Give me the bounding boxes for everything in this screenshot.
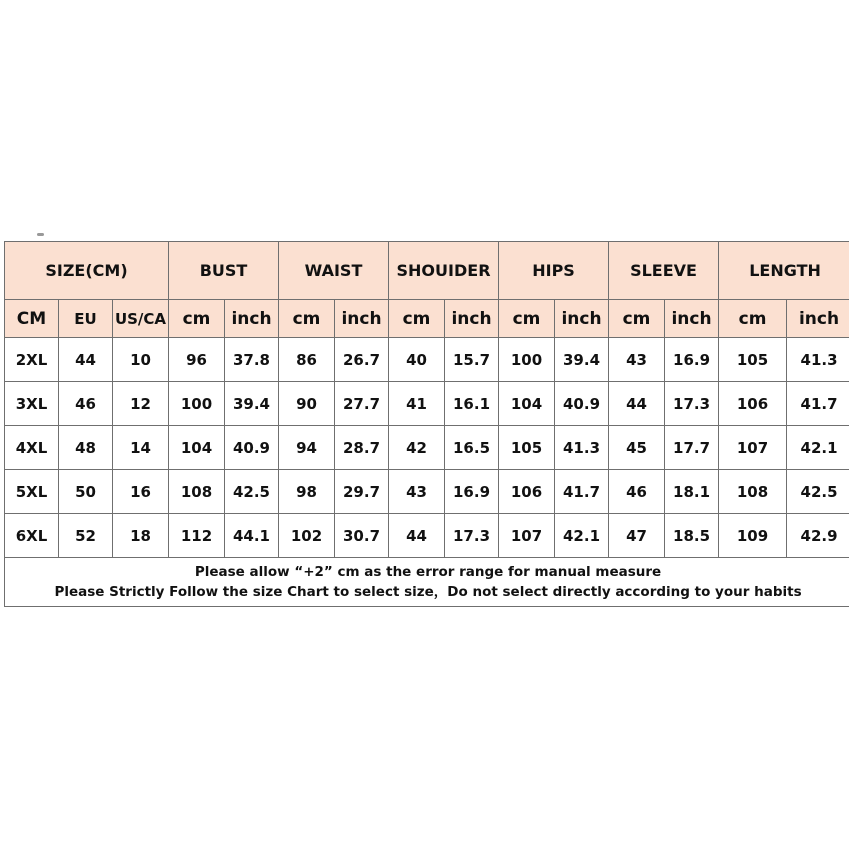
table-cell: 14 <box>113 426 169 470</box>
table-cell: 44.1 <box>225 514 279 558</box>
header-row <box>5 242 849 300</box>
table-cell: 42.5 <box>787 470 849 514</box>
table-cell: 10 <box>113 338 169 382</box>
table-cell: 42.1 <box>787 426 849 470</box>
table-cell: 17.3 <box>445 514 499 558</box>
table-row <box>5 382 849 426</box>
table-cell: 48 <box>59 426 113 470</box>
table-cell: 16.1 <box>445 382 499 426</box>
table-row <box>5 514 849 558</box>
size-label-cell: 6XL <box>5 514 59 558</box>
unit-header-cell: EU <box>59 300 113 338</box>
table-cell: 46 <box>609 470 665 514</box>
notes-row <box>5 558 849 607</box>
table-cell: 27.7 <box>335 382 389 426</box>
table-cell: 16 <box>113 470 169 514</box>
table-cell: 45 <box>609 426 665 470</box>
unit-header-cell: inch <box>445 300 499 338</box>
table-cell: 18.5 <box>665 514 719 558</box>
table-cell: 37.8 <box>225 338 279 382</box>
table-cell: 41.3 <box>555 426 609 470</box>
unit-header-cell: inch <box>555 300 609 338</box>
table-cell: 50 <box>59 470 113 514</box>
table-cell: 30.7 <box>335 514 389 558</box>
table-cell: 44 <box>59 338 113 382</box>
table-cell: 41 <box>389 382 445 426</box>
table-cell: 94 <box>279 426 335 470</box>
unit-header-cell: CM <box>5 300 59 338</box>
size-label-cell: 4XL <box>5 426 59 470</box>
table-cell: 90 <box>279 382 335 426</box>
header-bust: BUST <box>169 242 279 300</box>
table-cell: 26.7 <box>335 338 389 382</box>
size-label-cell: 2XL <box>5 338 59 382</box>
table-cell: 46 <box>59 382 113 426</box>
table-cell: 112 <box>169 514 225 558</box>
size-rows <box>5 338 849 558</box>
unit-header-cell: cm <box>279 300 335 338</box>
unit-header-cell: cm <box>609 300 665 338</box>
table-cell: 107 <box>719 426 787 470</box>
table-cell: 16.9 <box>665 338 719 382</box>
note-follow-chart: Please Strictly Follow the size Chart to select size，Do not select directly according to your habits <box>54 584 802 600</box>
table-cell: 15.7 <box>445 338 499 382</box>
table-cell: 105 <box>719 338 787 382</box>
table-cell: 16.5 <box>445 426 499 470</box>
unit-header-cell: cm <box>389 300 445 338</box>
unit-header-cell: cm <box>169 300 225 338</box>
table-cell: 42 <box>389 426 445 470</box>
stray-mark <box>37 233 44 236</box>
table-cell: 43 <box>609 338 665 382</box>
table-cell: 40.9 <box>555 382 609 426</box>
table-cell: 52 <box>59 514 113 558</box>
unit-header-cell: inch <box>335 300 389 338</box>
table-cell: 41.7 <box>787 382 849 426</box>
table-row <box>5 426 849 470</box>
table-cell: 41.7 <box>555 470 609 514</box>
table-cell: 98 <box>279 470 335 514</box>
header-shoulder: SHOUIDER <box>389 242 499 300</box>
table-cell: 18 <box>113 514 169 558</box>
header-size-cm: SIZE(CM) <box>5 242 169 300</box>
table-cell: 39.4 <box>225 382 279 426</box>
table-cell: 107 <box>499 514 555 558</box>
unit-header-row <box>5 300 849 338</box>
size-chart-table <box>4 241 849 607</box>
size-label-cell: 3XL <box>5 382 59 426</box>
table-cell: 39.4 <box>555 338 609 382</box>
table-cell: 108 <box>169 470 225 514</box>
table-cell: 105 <box>499 426 555 470</box>
table-cell: 18.1 <box>665 470 719 514</box>
table-cell: 109 <box>719 514 787 558</box>
table-cell: 44 <box>389 514 445 558</box>
table-cell: 100 <box>499 338 555 382</box>
size-label-cell: 5XL <box>5 470 59 514</box>
table-cell: 96 <box>169 338 225 382</box>
table-cell: 47 <box>609 514 665 558</box>
table-cell: 104 <box>499 382 555 426</box>
header-waist: WAIST <box>279 242 389 300</box>
table-cell: 40 <box>389 338 445 382</box>
table-cell: 17.7 <box>665 426 719 470</box>
table-cell: 28.7 <box>335 426 389 470</box>
table-cell: 42.1 <box>555 514 609 558</box>
table-cell: 106 <box>499 470 555 514</box>
header-sleeve: SLEEVE <box>609 242 719 300</box>
table-cell: 102 <box>279 514 335 558</box>
header-length: LENGTH <box>719 242 849 300</box>
table-cell: 86 <box>279 338 335 382</box>
table-cell: 42.5 <box>225 470 279 514</box>
table-cell: 16.9 <box>445 470 499 514</box>
table-cell: 106 <box>719 382 787 426</box>
table-cell: 100 <box>169 382 225 426</box>
note-error-range: Please allow “+2” cm as the error range for manual measure <box>194 564 662 580</box>
table-row <box>5 470 849 514</box>
unit-header-cell: inch <box>665 300 719 338</box>
table-cell: 42.9 <box>787 514 849 558</box>
header-hips: HIPS <box>499 242 609 300</box>
table-cell: 43 <box>389 470 445 514</box>
unit-header-cell: inch <box>225 300 279 338</box>
unit-header-cell: US/CA <box>113 300 169 338</box>
table-cell: 29.7 <box>335 470 389 514</box>
table-cell: 40.9 <box>225 426 279 470</box>
table-cell: 12 <box>113 382 169 426</box>
table-cell: 41.3 <box>787 338 849 382</box>
unit-header-cell: cm <box>719 300 787 338</box>
table-cell: 17.3 <box>665 382 719 426</box>
notes-cell <box>5 558 849 607</box>
table-row <box>5 338 849 382</box>
unit-header-cell: cm <box>499 300 555 338</box>
unit-header-cell: inch <box>787 300 849 338</box>
table-cell: 44 <box>609 382 665 426</box>
table-cell: 104 <box>169 426 225 470</box>
table-cell: 108 <box>719 470 787 514</box>
